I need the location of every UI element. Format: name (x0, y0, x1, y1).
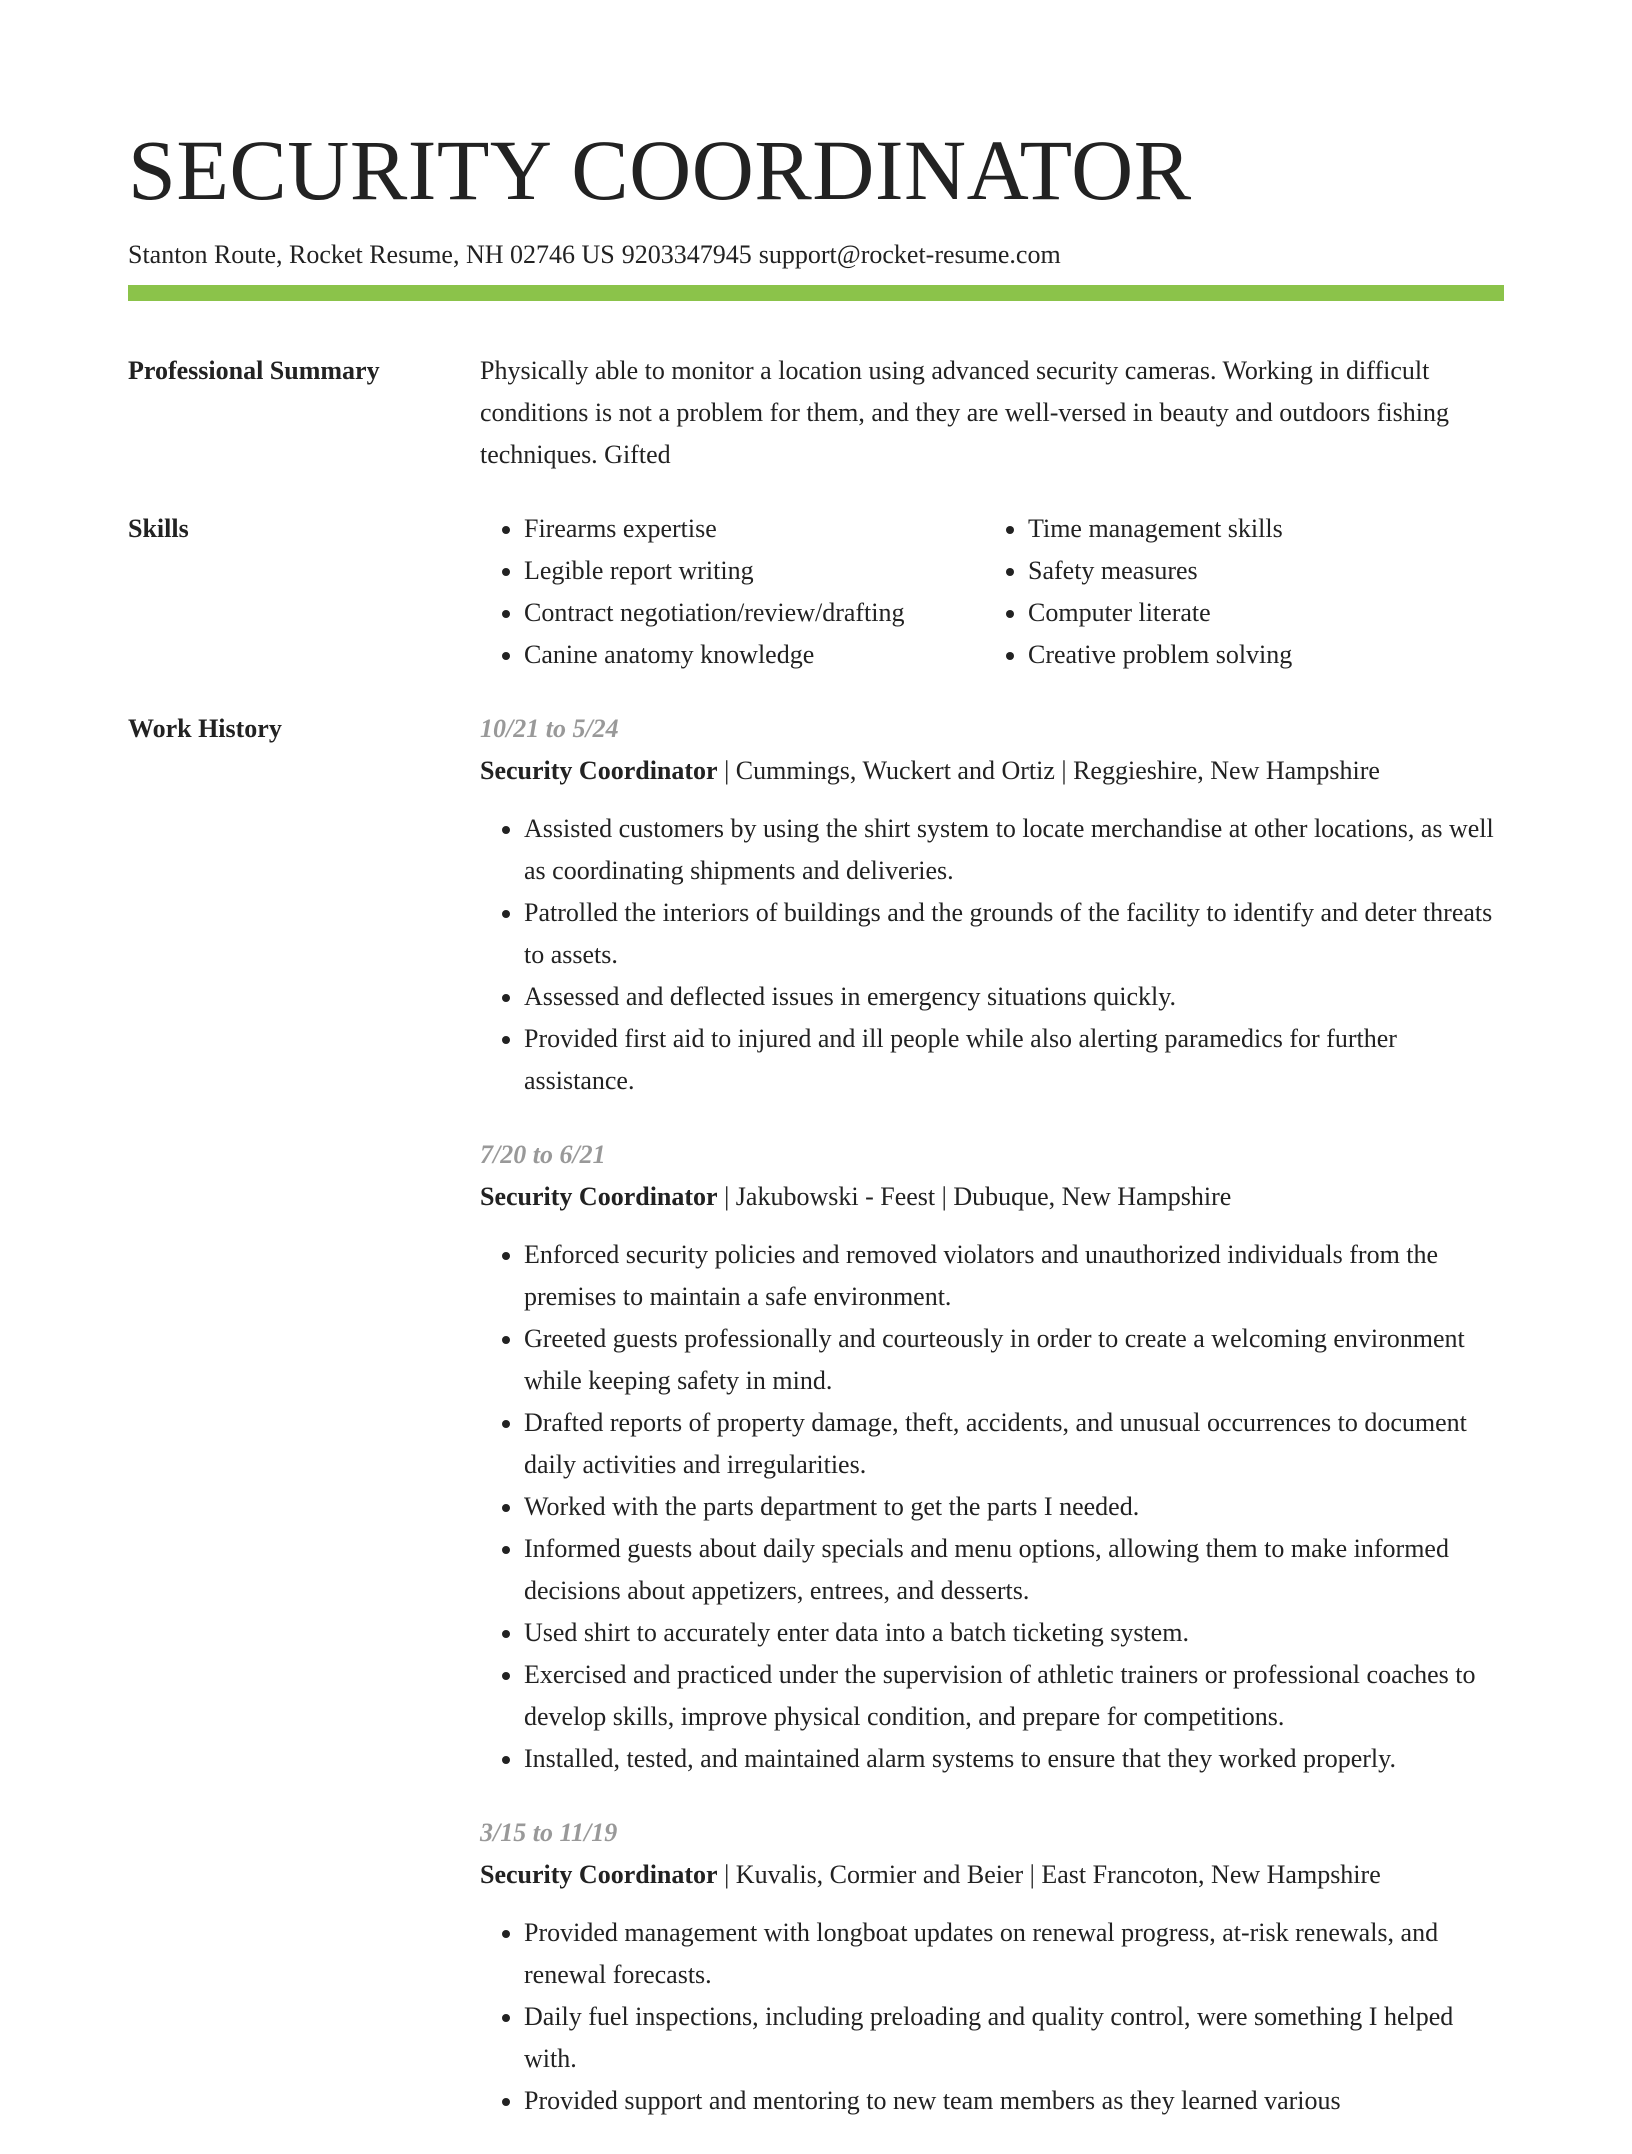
contact-line (128, 238, 1504, 272)
job-bullet: • Exercised and practiced under the supervision of athletic trainers or professional coaches to develop skills, improve physical condition, and prepare for competitions. (524, 1654, 1504, 1738)
job-bullet: • Greeted guests professionally and courteously in order to create a welcoming environment while keeping safety in mind. (524, 1318, 1504, 1402)
contact-email: support@rocket-resume.com (758, 240, 1061, 269)
job-dates: 3/15 to 11/19 (480, 1818, 618, 1847)
job-bullet: • Patrolled the interiors of buildings and the grounds of the facility to identify and deter threats to assets. (524, 892, 1504, 976)
skill-item: • Canine anatomy knowledge (524, 634, 984, 676)
job-bullet: • Assessed and deflected issues in emergency situations quickly. (524, 976, 1504, 1018)
job-entry (480, 1812, 1504, 2122)
job-company-location: | Kuvalis, Cormier and Beier | East Francoton, New Hampshire (717, 1860, 1381, 1889)
summary-heading: Professional Summary (128, 356, 380, 385)
job-dates: 7/20 to 6/21 (480, 1140, 606, 1169)
job-bullet: • Used shirt to accurately enter data into a batch ticketing system. (524, 1612, 1504, 1654)
job-dates: 10/21 to 5/24 (480, 714, 619, 743)
contact-phone: 9203347945 (621, 240, 752, 269)
resume-header (128, 120, 1504, 272)
work-history-body (480, 708, 1504, 2154)
job-company-location: | Cummings, Wuckert and Ortiz | Reggieshire, New Hampshire (717, 756, 1380, 785)
skills-list-right (984, 508, 1292, 676)
job-entry (480, 1134, 1504, 1780)
skill-item: • Time management skills (1028, 508, 1292, 550)
job-heading (480, 1854, 1504, 1896)
job-heading (480, 1176, 1504, 1218)
skill-item: • Safety measures (1028, 550, 1292, 592)
job-bullet: • Drafted reports of property damage, theft, accidents, and unusual occurrences to document daily activities and irregularities. (524, 1402, 1504, 1486)
job-title: Security Coordinator (480, 756, 718, 785)
job-bullets (480, 1912, 1504, 2122)
skill-item: • Creative problem solving (1028, 634, 1292, 676)
contact-address: Stanton Route, Rocket Resume, NH 02746 US (128, 240, 615, 269)
skill-item: • Legible report writing (524, 550, 984, 592)
job-title: Security Coordinator (480, 1182, 718, 1211)
job-bullet: • Provided first aid to injured and ill people while also alerting paramedics for further assistance. (524, 1018, 1504, 1102)
skill-item: • Firearms expertise (524, 508, 984, 550)
skills-body (480, 508, 1504, 676)
skills-list-left (480, 508, 984, 676)
job-bullet: • Worked with the parts department to get the parts I needed. (524, 1486, 1504, 1528)
job-heading (480, 750, 1504, 792)
work-history-heading: Work History (128, 714, 282, 743)
job-bullet: • Provided support and mentoring to new team members as they learned various (524, 2080, 1504, 2122)
job-entry (480, 708, 1504, 1102)
skill-item: • Contract negotiation/review/drafting (524, 592, 984, 634)
header-divider (128, 285, 1504, 301)
job-bullet: • Provided management with longboat updates on renewal progress, at-risk renewals, and renewal forecasts. (524, 1912, 1504, 1996)
candidate-name: SECURITY COORDINATOR (128, 122, 1192, 218)
job-bullet: • Informed guests about daily specials and menu options, allowing them to make informed decisions about appetizers, entrees, and desserts. (524, 1528, 1504, 1612)
job-bullets (480, 808, 1504, 1102)
summary-body (480, 350, 1504, 476)
summary-text: Physically able to monitor a location using advanced security cameras. Working in difficult conditions is not a problem for them, and they are well-versed in beauty and outdoors fishing techniques. Gifted (480, 356, 1449, 469)
job-company-location: | Jakubowski - Feest | Dubuque, New Hampshire (717, 1182, 1232, 1211)
job-bullet: • Assisted customers by using the shirt system to locate merchandise at other locations, as well as coordinating shipments and deliveries. (524, 808, 1504, 892)
job-bullet: • Enforced security policies and removed violators and unauthorized individuals from the premises to maintain a safe environment. (524, 1234, 1504, 1318)
job-bullet: • Installed, tested, and maintained alarm systems to ensure that they worked properly. (524, 1738, 1504, 1780)
job-title: Security Coordinator (480, 1860, 718, 1889)
skill-item: • Computer literate (1028, 592, 1292, 634)
skills-heading: Skills (128, 514, 189, 543)
job-bullet: • Daily fuel inspections, including preloading and quality control, were something I helped with. (524, 1996, 1504, 2080)
job-bullets (480, 1234, 1504, 1780)
